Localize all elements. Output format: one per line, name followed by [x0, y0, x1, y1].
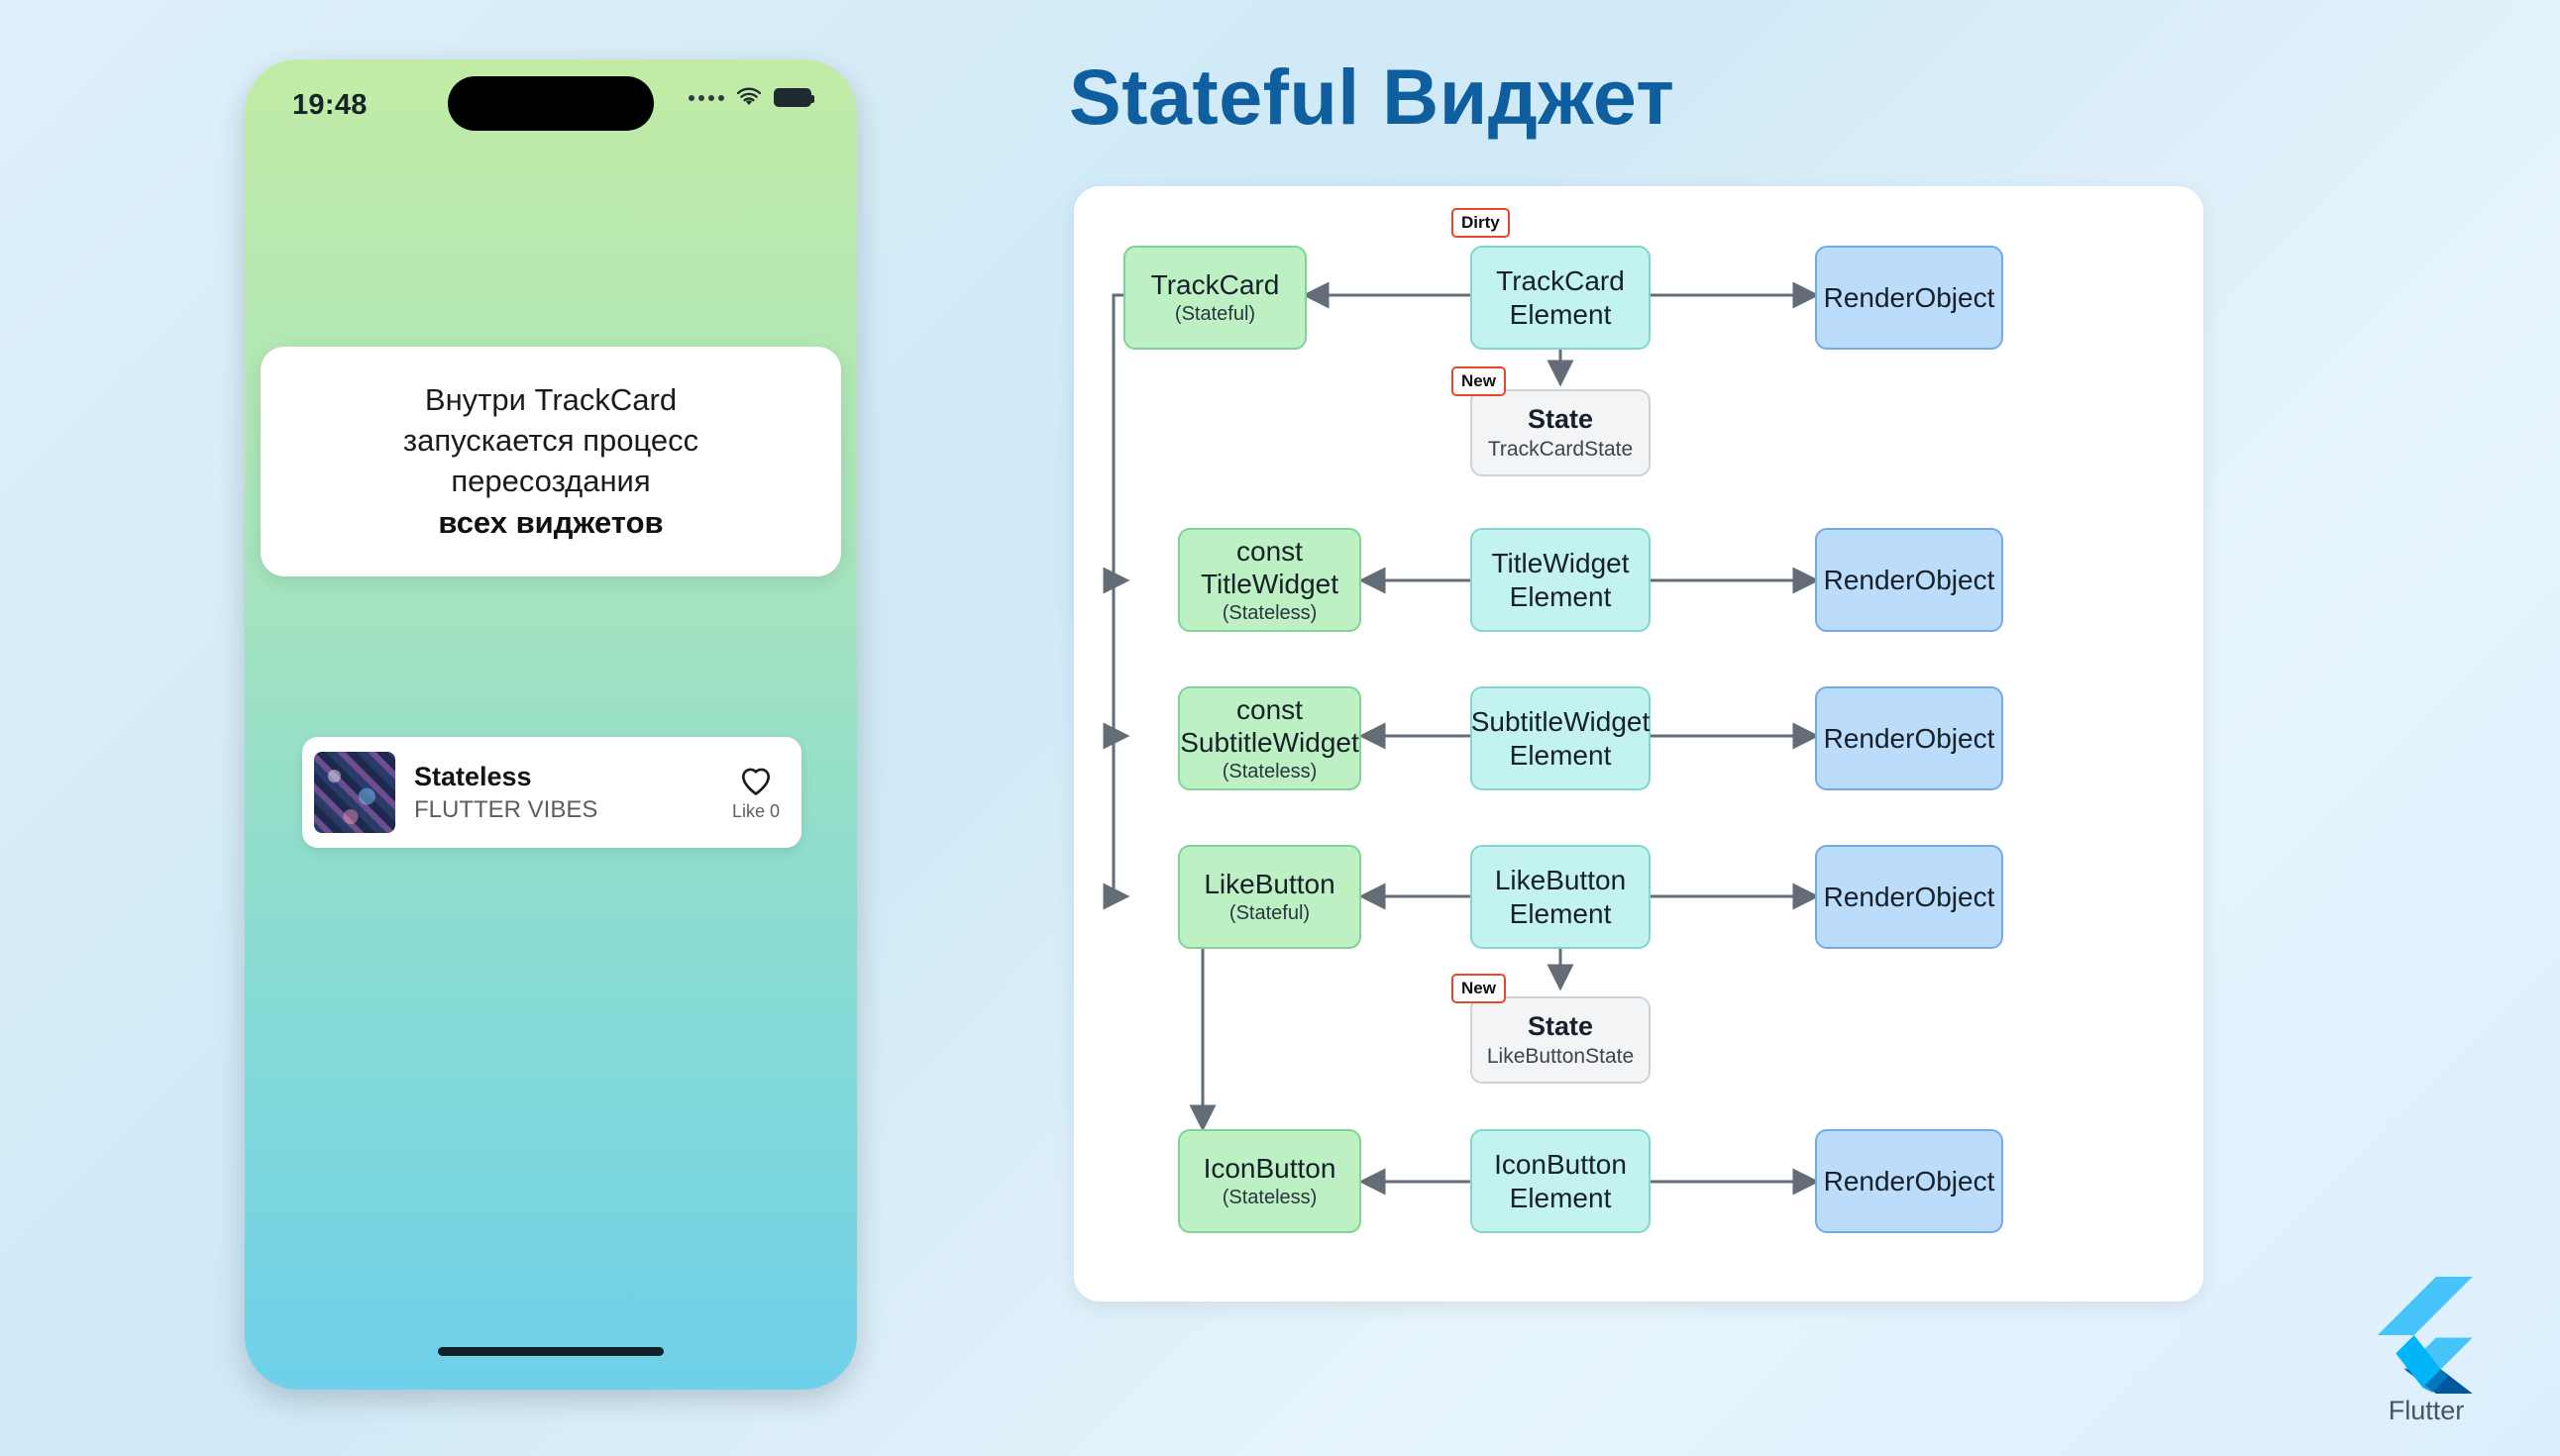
track-title: Stateless: [414, 761, 532, 791]
track-subtitle: FLUTTER VIBES: [414, 796, 598, 824]
diagram-board: [1074, 186, 2203, 1301]
page-title: Stateful Виджет: [1069, 52, 1675, 141]
node-title: TrackCard: [1150, 269, 1280, 301]
node-subtitle: (Stateful): [1228, 902, 1311, 925]
badge-dirty: Dirty: [1451, 208, 1510, 238]
node-title-2: Element: [1509, 580, 1612, 612]
info-line-4: всех виджетов: [438, 504, 664, 540]
album-art-image: [314, 752, 395, 833]
widget-node-iconbutton[interactable]: [1178, 1129, 1361, 1233]
node-title-2: Element: [1509, 897, 1612, 929]
render-node-subtitlewidget[interactable]: [1815, 686, 2003, 790]
element-node-iconbutton[interactable]: [1470, 1129, 1651, 1233]
node-title: RenderObject: [1823, 881, 1995, 912]
node-title: State: [1527, 1010, 1594, 1041]
badge-new-likebutton: New: [1451, 974, 1506, 1003]
node-title-2: TitleWidget: [1200, 568, 1338, 599]
home-indicator: [438, 1347, 664, 1356]
wifi-icon: [735, 87, 763, 108]
element-node-subtitlewidget[interactable]: [1470, 686, 1651, 790]
render-node-iconbutton[interactable]: [1815, 1129, 2003, 1233]
heart-outline-icon[interactable]: [738, 764, 774, 797]
node-subtitle: (Stateless): [1222, 601, 1318, 624]
node-subtitle: (Stateless): [1222, 760, 1318, 782]
status-clock: 19:48: [292, 89, 368, 121]
node-title: State: [1527, 403, 1594, 434]
badge-new-trackcard: New: [1451, 366, 1506, 396]
info-card: [261, 347, 841, 576]
like-button[interactable]: [732, 764, 788, 822]
render-node-trackcard[interactable]: [1815, 246, 2003, 350]
node-title: RenderObject: [1823, 722, 1995, 754]
node-title: LikeButton: [1494, 865, 1627, 896]
render-node-likebutton[interactable]: [1815, 845, 2003, 949]
node-title-2: Element: [1509, 1182, 1612, 1213]
info-line-2: запускается процесс: [402, 423, 699, 459]
widget-node-subtitlewidget[interactable]: [1178, 686, 1361, 790]
flutter-branding: [2352, 1277, 2501, 1426]
node-title-2: Element: [1509, 739, 1612, 771]
node-title-2: SubtitleWidget: [1180, 726, 1359, 758]
flutter-label: Flutter: [2388, 1396, 2465, 1425]
info-line-3: пересоздания: [451, 464, 651, 499]
node-title: const: [1236, 693, 1303, 725]
track-card[interactable]: [302, 737, 801, 848]
dynamic-island: [448, 76, 654, 131]
state-node-trackcardstate[interactable]: [1470, 389, 1651, 476]
node-title: TitleWidget: [1491, 548, 1630, 579]
phone-mockup: [245, 59, 857, 1390]
phone-status-bar: [245, 59, 857, 154]
signal-dots-icon: [689, 95, 724, 101]
node-title: TrackCard: [1496, 265, 1625, 297]
track-text: [395, 761, 732, 824]
element-node-titlewidget[interactable]: [1470, 528, 1651, 632]
render-node-titlewidget[interactable]: [1815, 528, 2003, 632]
node-title: RenderObject: [1823, 281, 1995, 313]
node-title: SubtitleWidget: [1470, 706, 1651, 738]
battery-icon: [774, 88, 811, 107]
widget-node-titlewidget[interactable]: [1178, 528, 1361, 632]
widget-node-trackcard[interactable]: [1123, 246, 1307, 350]
node-title: const: [1236, 535, 1303, 567]
node-title: RenderObject: [1823, 1165, 1995, 1196]
node-title: IconButton: [1203, 1153, 1336, 1185]
element-node-trackcard[interactable]: [1470, 246, 1651, 350]
node-title: LikeButton: [1204, 869, 1335, 900]
like-count-label: Like 0: [731, 800, 780, 821]
state-node-likebuttonstate[interactable]: [1470, 996, 1651, 1084]
node-subtitle: (Stateful): [1174, 303, 1256, 326]
info-line-1: Внутри TrackCard: [424, 382, 678, 417]
widget-node-likebutton[interactable]: [1178, 845, 1361, 949]
node-subtitle: LikeButtonState: [1486, 1044, 1635, 1068]
node-title: IconButton: [1494, 1149, 1627, 1181]
node-title-2: Element: [1509, 298, 1612, 330]
node-subtitle: (Stateless): [1222, 1187, 1318, 1209]
status-icons: [689, 87, 811, 108]
element-node-likebutton[interactable]: [1470, 845, 1651, 949]
node-title: RenderObject: [1823, 564, 1995, 595]
flutter-logo-icon: [2375, 1277, 2478, 1394]
node-subtitle: TrackCardState: [1487, 437, 1634, 461]
